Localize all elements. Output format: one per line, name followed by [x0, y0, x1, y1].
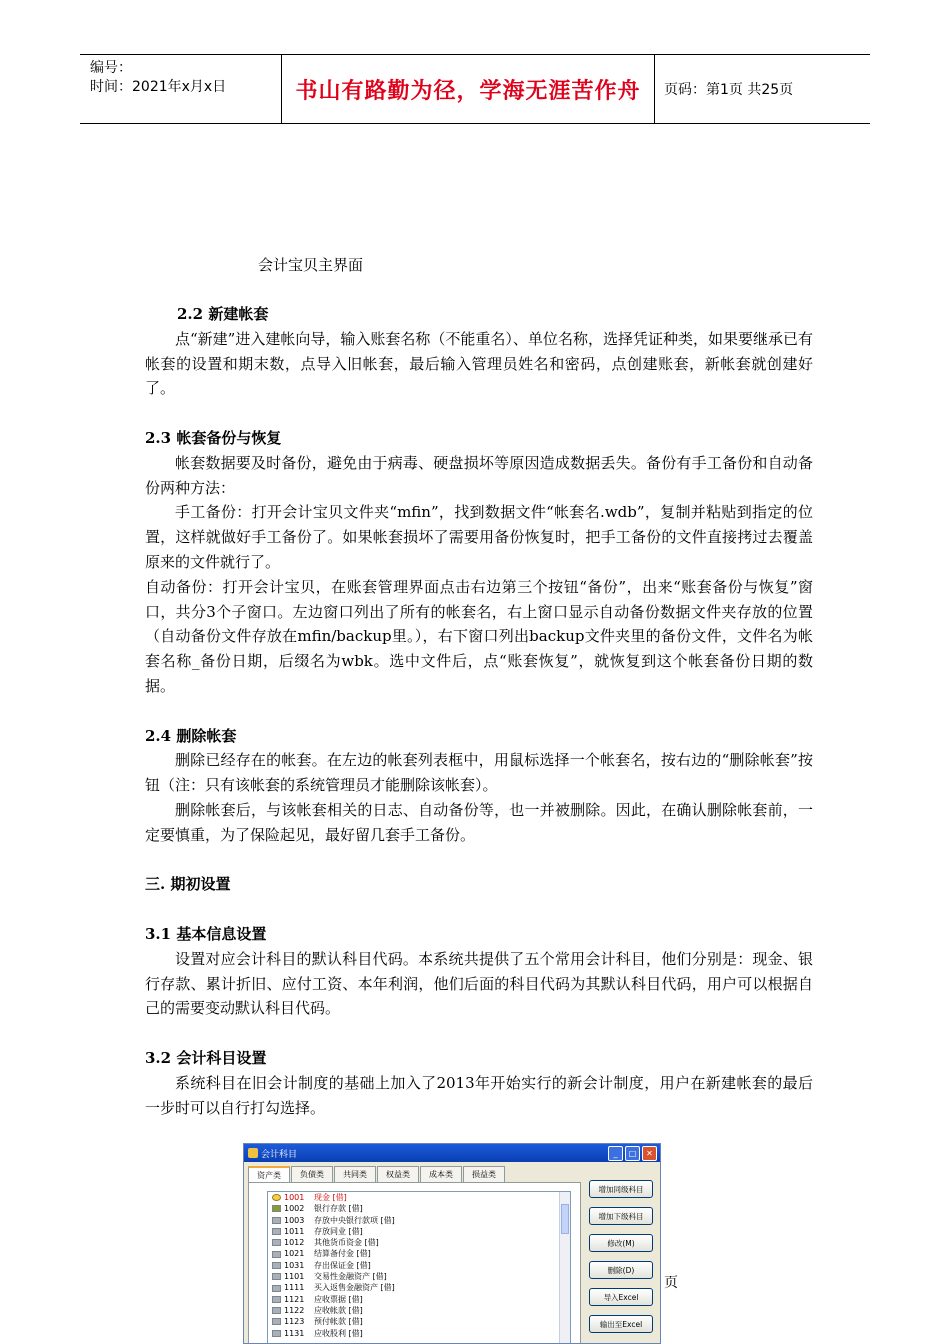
paragraph: 删除帐套后，与该帐套相关的日志、自动备份等，也一并被删除。因此，在确认删除帐套前，一定要慎重，为了保险起见，最好留几套手工备份。 — [145, 800, 813, 844]
account-tree[interactable] — [267, 1191, 571, 1344]
paragraph: 帐套数据要及时备份，避免由于病毒、硬盘损坏等原因造成数据丢失。备份有手工备份和自动备份两种方法： — [145, 453, 813, 497]
tree-item[interactable]: 1011 存放同业 [借] — [268, 1226, 570, 1237]
dialog-titlebar — [244, 1144, 660, 1162]
page-mark: 页 — [664, 1275, 678, 1291]
paragraph: 点“新建”进入建帐向导，输入账套名称（不能重名）、单位名称，选择凭证种类，如果要继承已有帐套的设置和期末数，点导入旧帐套，最后输入管理员姓名和密码，点创建账套，新帐套就创建好了。 — [145, 329, 813, 398]
ledger-icon — [272, 1330, 281, 1337]
minimize-icon[interactable]: _ — [608, 1146, 623, 1161]
dialog-title: 会计科目 — [261, 1149, 298, 1160]
paragraph: 设置对应会计科目的默认科目代码。本系统共提供了五个常用会计科目，他们分别是：现金、银行存款、累计折旧、应付工资、本年利润，他们后面的科目代码为其默认科目代码，用户可以根据自己的需要变动默认科目代码。 — [145, 949, 813, 1018]
header-motto: 书山有路勤为径，学海无涯苦作舟 — [295, 78, 641, 104]
paragraph: 删除已经存在的帐套。在左边的帐套列表框中，用鼠标选择一个帐套名，按右边的“删除帐套”按钮（注：只有该帐套的系统管理员才能删除该帐套）。 — [145, 751, 813, 795]
app-icon — [248, 1148, 258, 1158]
page-header — [80, 54, 870, 124]
delete-button[interactable]: 删除(D) — [589, 1261, 653, 1279]
tree-item[interactable]: 1111 买入返售金融资产 [借] — [268, 1282, 570, 1293]
ledger-icon — [272, 1262, 281, 1269]
document-body — [145, 302, 813, 1120]
tab-equity[interactable]: 权益类 — [377, 1166, 419, 1183]
section-heading: 2.3 帐套备份与恢复 — [145, 428, 282, 447]
header-divider — [654, 55, 655, 123]
dialog-buttons — [589, 1180, 655, 1342]
ledger-icon — [272, 1296, 281, 1303]
export-excel-button[interactable]: 输出至Excel — [589, 1315, 653, 1333]
close-icon[interactable]: ✕ — [642, 1146, 657, 1161]
tree-item[interactable]: 1021 结算备付金 [借] — [268, 1248, 570, 1259]
ledger-icon — [272, 1318, 281, 1325]
figure-caption: 会计宝贝主界面 — [258, 256, 364, 274]
paragraph: 系统科目在旧会计制度的基础上加入了2013年开始实行的新会计制度，用户在新建帐套的最后一步时可以自行打勾选择。 — [145, 1073, 813, 1117]
tab-cost[interactable]: 成本类 — [420, 1166, 462, 1183]
section-heading: 3.1 基本信息设置 — [145, 924, 267, 943]
tree-item[interactable]: 1031 存出保证金 [借] — [268, 1260, 570, 1271]
vertical-scrollbar[interactable] — [559, 1192, 570, 1344]
tree-item[interactable]: 1001 现金 [借] — [268, 1192, 570, 1203]
ledger-icon — [272, 1228, 281, 1235]
tab-common[interactable]: 共同类 — [334, 1166, 376, 1183]
scrollbar-thumb[interactable] — [561, 1204, 569, 1234]
tree-item[interactable]: 1003 存放中央银行款项 [借] — [268, 1215, 570, 1226]
paragraph: 手工备份：打开会计宝贝文件夹“mfin”，找到数据文件“帐套名.wdb”，复制并粘贴到指定的位置，这样就做好手工备份了。如果帐套损坏了需要用备份恢复时，把手工备份的文件直接拷过去覆盖原来的文件就行了。 — [145, 503, 813, 571]
bank-icon — [272, 1205, 281, 1212]
add-sibling-account-button[interactable]: 增加同级科目 — [589, 1180, 653, 1198]
add-child-account-button[interactable]: 增加下级科目 — [589, 1207, 653, 1225]
ledger-icon — [272, 1217, 281, 1224]
tree-item[interactable]: 1121 应收票据 [借] — [268, 1294, 570, 1305]
tree-item[interactable]: 1123 预付帐款 [借] — [268, 1316, 570, 1327]
category-tabs — [248, 1166, 506, 1183]
accounts-dialog — [243, 1143, 661, 1344]
maximize-icon[interactable]: □ — [625, 1146, 640, 1161]
tab-liabilities[interactable]: 负债类 — [291, 1166, 333, 1183]
ledger-icon — [272, 1239, 281, 1246]
time-label: 时间：2021年x月x日 — [90, 79, 227, 95]
tree-item[interactable]: 1122 应收帐款 [借] — [268, 1305, 570, 1316]
ledger-icon — [272, 1285, 281, 1292]
import-excel-button[interactable]: 导入Excel — [589, 1288, 653, 1306]
tree-item[interactable]: 1012 其他货币资金 [借] — [268, 1237, 570, 1248]
tree-item[interactable]: 1101 交易性金融资产 [借] — [268, 1271, 570, 1282]
tab-panel — [248, 1182, 581, 1344]
tab-assets[interactable]: 资产类 — [248, 1166, 290, 1183]
tree-item[interactable]: 1002 银行存款 [借] — [268, 1203, 570, 1214]
chapter-heading: 三. 期初设置 — [145, 875, 231, 894]
ledger-icon — [272, 1273, 281, 1280]
tab-profit-loss[interactable]: 损益类 — [463, 1166, 505, 1183]
coin-icon — [272, 1194, 281, 1201]
number-label: 编号： — [90, 60, 132, 76]
ledger-icon — [272, 1251, 281, 1258]
ledger-icon — [272, 1307, 281, 1314]
edit-button[interactable]: 修改(M) — [589, 1234, 653, 1252]
paragraph: 自动备份：打开会计宝贝，在账套管理界面点击右边第三个按钮“备份”，出来“账套备份与恢复”窗口，共分3个子窗口。左边窗口列出了所有的帐套名，右上窗口显示自动备份数据文件夹存放的位置（自动备份文件存放在mfin/backup里。），右下窗口列出backup文件夹里的备份文件，文件名为帐套名称_备份日期，后缀名为wbk。选中文件后，点“账套恢复”，就恢复到这个帐套备份日期的数据。 — [145, 577, 813, 695]
page-info: 页码：第1页 共25页 — [664, 82, 794, 98]
header-meta — [90, 59, 226, 97]
tree-item[interactable]: 1131 应收股利 [借] — [268, 1328, 570, 1339]
section-heading: 3.2 会计科目设置 — [145, 1048, 267, 1067]
section-heading: 2.4 删除帐套 — [145, 726, 237, 745]
section-heading: 2.2 新建帐套 — [177, 305, 269, 323]
